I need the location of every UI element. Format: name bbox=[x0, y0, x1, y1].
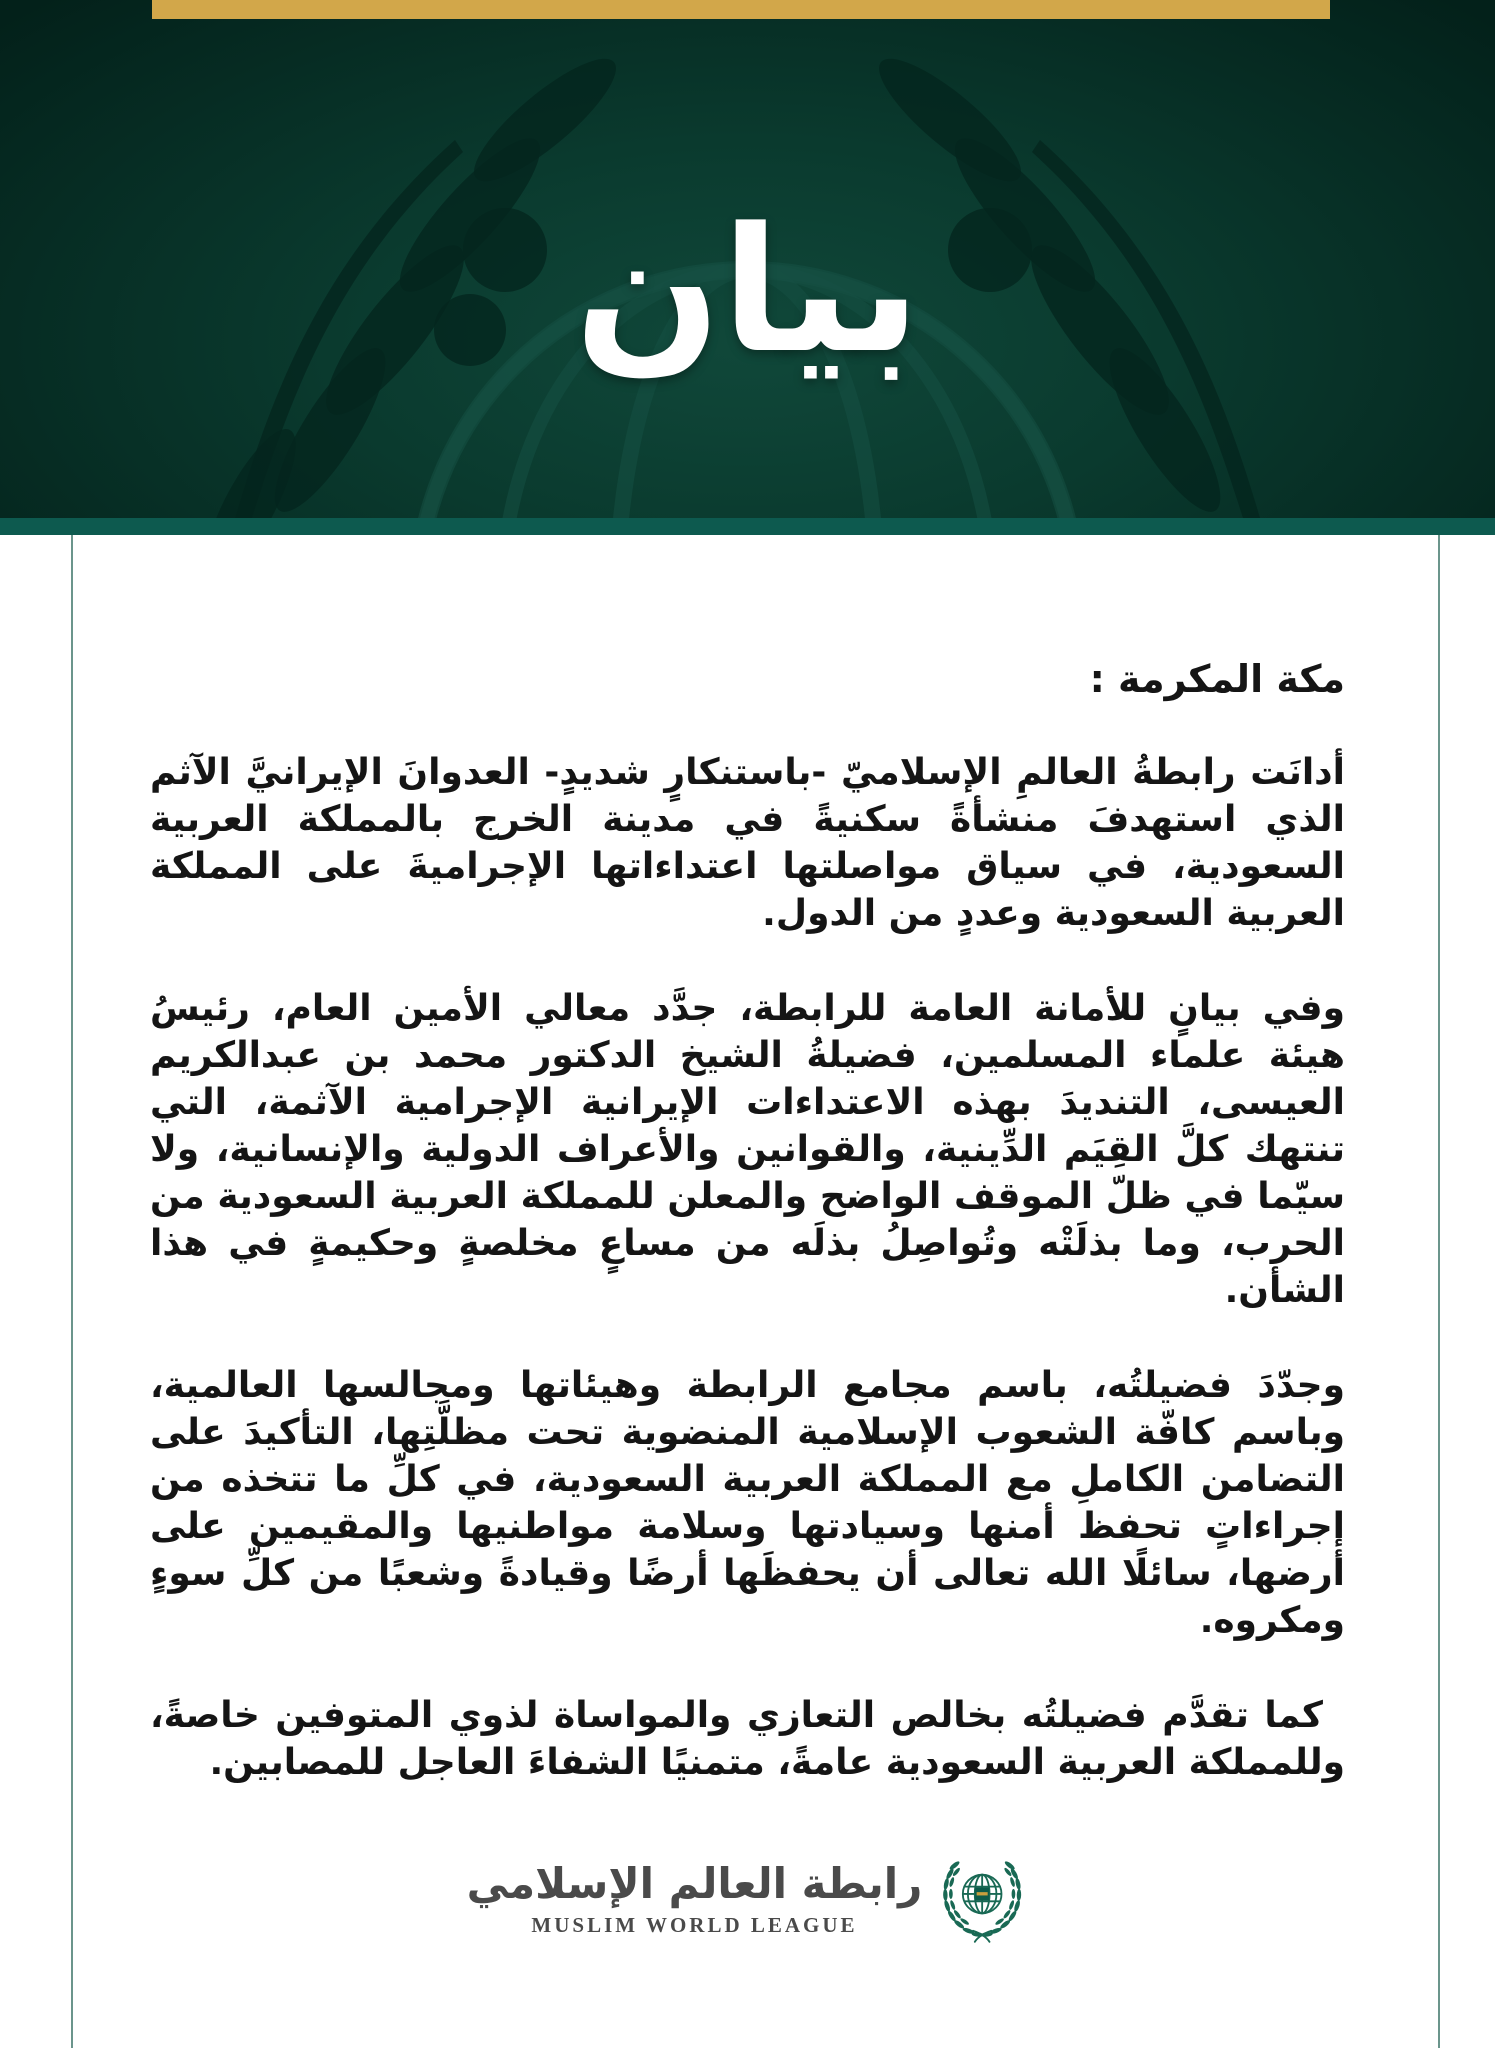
mwl-logo-text bbox=[466, 1858, 923, 1938]
gold-accent-bar bbox=[152, 0, 1330, 19]
teal-divider-band bbox=[0, 518, 1495, 535]
mwl-arabic-name: رابطة العالم الإسلامي bbox=[466, 1858, 923, 1908]
dateline: مكة المكرمة : bbox=[1089, 657, 1345, 701]
statement-body bbox=[150, 535, 1345, 1786]
mwl-english-name: MUSLIM WORLD LEAGUE bbox=[531, 1913, 858, 1938]
mwl-logo bbox=[467, 1852, 1029, 1947]
statement-title-calligraphy: بيان bbox=[574, 190, 921, 391]
statement-paragraph-1: أدانَت رابطةُ العالمِ الإسلاميّ -باستنكارٍ شديدٍ- العدوانَ الإيرانيَّ الآثم الذي استهدفَ منشأةً سكنيةً في مدينة الخرج بالمملكة العربية السعودية، في سياق مواصلتها اعتداءاتها الإجراميةَ على المملكة العربية السعودية وعددٍ من الدول. bbox=[150, 752, 1345, 934]
statement-paragraph-3: وجدّدَ فضيلتُه، باسم مجامع الرابطة وهيئاتها ومجالسها العالمية، وباسم كافّة الشعوب الإسلامية المنضوية تحت مظلَّتِها، التأكيدَ على التضامن الكاملِ مع المملكة العربية السعودية، في كلِّ ما تتخذه من إجراءاتٍ تحفظ أمنها وسيادتها وسلامة مواطنيها والمقيمين على أرضها، سائلًا الله تعالى أن يحفظَها أرضًا وقيادةً وشعبًا من كلِّ سوءٍ ومكروه. bbox=[150, 1365, 1345, 1641]
statement-paragraph-4: كما تقدَّم فضيلتُه بخالص التعازي والمواساة لذوي المتوفين خاصةً، وللمملكة العربية السعودية عامةً، متمنيًا الشفاءَ العاجل للمصابين. bbox=[150, 1695, 1345, 1783]
header-banner bbox=[0, 0, 1495, 518]
wreath-globe-emblem-icon bbox=[936, 1852, 1028, 1947]
statement-paragraph-2: وفي بيانٍ للأمانة العامة للرابطة، جدَّد معالي الأمين العام، رئيسُ هيئة علماء المسلمين، فضيلةُ الشيخ الدكتور محمد بن عبدالكريم العيسى، التنديدَ بهذه الاعتداءات الإيرانية الإجرامية الآثمة، التي تنتهك كلَّ القِيَم الدِّينية، والقوانين والأعراف الدولية والإنسانية، ولا سيّما في ظلّ الموقف الواضح والمعلن للمملكة العربية السعودية من الحرب، وما بذلَتْه وتُواصِلُ بذلَه من مساعٍ مخلصةٍ وحكيمةٍ في هذا الشأن. bbox=[150, 988, 1345, 1311]
right-frame-line bbox=[1438, 535, 1440, 2048]
left-frame-line bbox=[71, 535, 73, 2048]
